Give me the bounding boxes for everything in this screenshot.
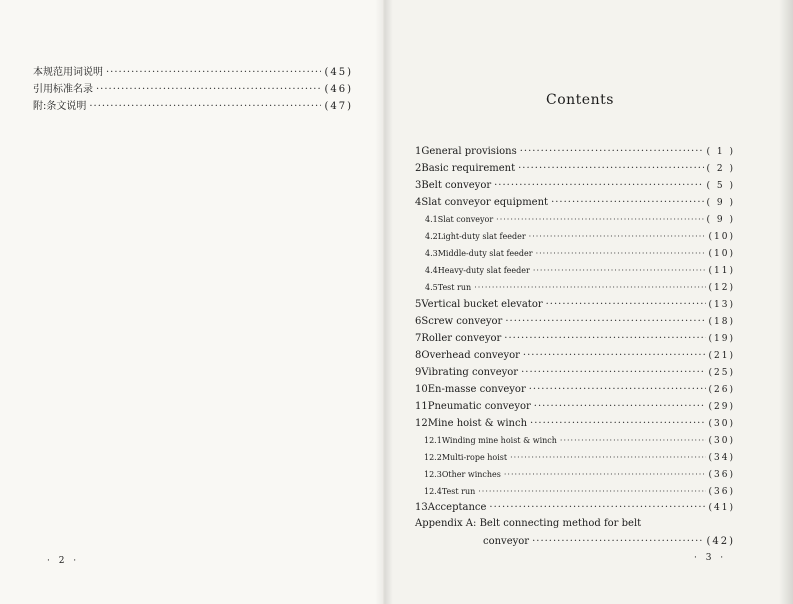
toc-entry [415,197,735,208]
toc-subentry [425,266,735,276]
toc-entry-page: (26) [708,385,735,395]
dot-leader [496,215,703,224]
toc-entry-page: (29) [708,402,735,412]
dot-leader [529,232,706,241]
toc-entry-page: (41) [708,503,735,513]
toc-entry [415,163,735,174]
toc-entry-title: En-masse conveyor [427,384,526,395]
right-page [383,0,793,604]
toc-subentry [424,487,735,497]
toc-entry [415,502,735,513]
toc-entry-number: 6 [415,316,422,327]
toc-entry-page: (10) [708,249,735,259]
toc-entry-number: 13 [415,502,428,513]
toc-entry [33,97,353,112]
toc-entry [415,333,735,344]
toc-subentry [424,470,735,480]
toc-entry-title: Screw conveyor [421,316,503,327]
toc-subentry [425,215,735,225]
dot-leader [474,283,705,292]
toc-entry-title: Multi-rope hoist [441,453,508,462]
dot-leader [504,333,705,344]
appendix-title: Appendix A: Belt connecting method for belt [415,518,642,529]
toc-entry-number: 12.1 [424,436,442,445]
toc-entry-number: 8 [415,350,422,361]
toc-entry-number: 4.5 [425,283,438,292]
dot-leader [560,436,706,445]
dot-leader [489,502,705,513]
toc-entry-page: (11) [708,266,735,276]
toc-entry-title: Pneumatic conveyor [427,401,531,412]
dot-leader [504,470,706,479]
toc-entry-number: 4.1 [425,215,438,224]
toc-entry [33,80,353,95]
toc-entry-title: Middle-duty slat feeder [437,249,533,258]
toc-entry-title: Basic requirement [421,163,516,174]
toc-entry-title: Vibrating conveyor [421,367,519,378]
toc-entry-page: (45) [324,67,353,78]
toc-entry-number: 11 [415,401,428,412]
toc-entry-number: 12.4 [424,487,442,496]
toc-entry-page: (34) [708,453,735,463]
dot-leader [106,67,321,78]
toc-entry-page: (13) [708,300,735,310]
toc-entry-title: Slat conveyor [437,215,494,224]
toc-entry-page: ( 5 ) [706,181,735,191]
toc-entry-number: 4.2 [425,232,438,241]
toc-entry-page: (47) [324,101,353,112]
toc-entry-title: Acceptance [427,502,487,513]
toc-entry-title: Slat conveyor equipment [421,197,549,208]
toc-subentry [425,283,735,293]
toc-entry-title: 引用标准名录 [33,84,93,95]
toc-entry-title: Test run [437,283,472,292]
toc-entry-number: 4.3 [425,249,438,258]
toc-entry-title: Light-duty slat feeder [437,232,526,241]
page-number: · 3 · [694,553,727,563]
toc-entry-number: 2 [415,163,422,174]
toc-entry-page: (30) [708,419,735,429]
left-page [0,0,383,604]
toc-entry-number: 4 [415,197,422,208]
toc-entry-number: 7 [415,333,422,344]
toc-entry-title: Belt conveyor [421,180,492,191]
appendix-entry [483,536,735,547]
toc-entry-title: Roller conveyor [421,333,502,344]
toc-entry-page: (19) [708,334,735,344]
toc-entry-title: Test run [441,487,476,496]
toc-entry-number: 1 [415,146,422,157]
toc-entry-page: (21) [708,351,735,361]
toc-entry-page: (36) [708,470,735,480]
dot-leader [533,266,706,275]
toc-entry-title: General provisions [421,146,517,157]
toc-entry [415,367,735,378]
dot-leader [478,487,705,496]
dot-leader [523,350,706,361]
toc-entry-page: ( 1 ) [706,147,735,157]
toc-entry-number: 4.4 [425,266,438,275]
toc-subentry [425,249,735,259]
toc-entry-number: 12 [415,418,428,429]
toc-entry-title: Heavy-duty slat feeder [437,266,530,275]
toc-entry-title: Other winches [441,470,501,479]
toc-entry-page: (10) [708,232,735,242]
toc-entry [415,299,735,310]
toc-entry-page: (25) [708,368,735,378]
dot-leader [520,146,704,157]
toc-entry-title: Vertical bucket elevator [421,299,543,310]
dot-leader [534,401,706,412]
toc-subentry [425,232,735,242]
toc-entry-number: 5 [415,299,422,310]
dot-leader [96,84,321,95]
dot-leader [529,384,706,395]
toc-entry-number: 12.2 [424,453,442,462]
dot-leader [532,536,703,547]
toc-entry-page: ( 9 ) [706,198,735,208]
toc-entry [415,316,735,327]
toc-entry-title: Winding mine hoist & winch [441,436,557,445]
dot-leader [505,316,705,327]
contents-heading: Contents [546,92,614,108]
dot-leader [536,249,706,258]
toc-entry-page: (30) [708,436,735,446]
dot-leader [89,101,321,112]
appendix-title-continued: conveyor [483,536,530,547]
toc-entry [415,180,735,191]
page-edge-shadow [779,0,793,604]
toc-entry [33,63,353,78]
toc-entry-number: 9 [415,367,422,378]
toc-entry-number: 3 [415,180,422,191]
toc-entry-title: 本规范用词说明 [33,67,103,78]
toc-entry-number: 12.3 [424,470,442,479]
toc-entry-page: (46) [324,84,353,95]
toc-entry-page: ( 9 ) [706,215,735,225]
dot-leader [510,453,705,462]
toc-entry-number: 10 [415,384,428,395]
toc-entry-page: ( 2 ) [706,164,735,174]
toc-entry [415,418,735,429]
toc-entry [415,384,735,395]
toc-entry-title: Mine hoist & winch [427,418,528,429]
toc-entry-page: (12) [708,283,735,293]
dot-leader [546,299,706,310]
toc-entry-page: (36) [708,487,735,497]
book-gutter [375,0,393,604]
page-number: · 2 · [47,556,80,566]
toc-entry [415,401,735,412]
toc-entry-page: (42) [706,536,735,547]
dot-leader [530,418,705,429]
dot-leader [521,367,705,378]
toc-entry [415,146,735,157]
dot-leader [518,163,703,174]
toc-entry-page: (18) [708,317,735,327]
dot-leader [494,180,703,191]
dot-leader [551,197,703,208]
toc-subentry [424,453,735,463]
toc-entry-title: 附:条文说明 [33,101,87,112]
toc-subentry [424,436,735,446]
toc-entry-title: Overhead conveyor [421,350,520,361]
toc-entry [415,350,735,361]
